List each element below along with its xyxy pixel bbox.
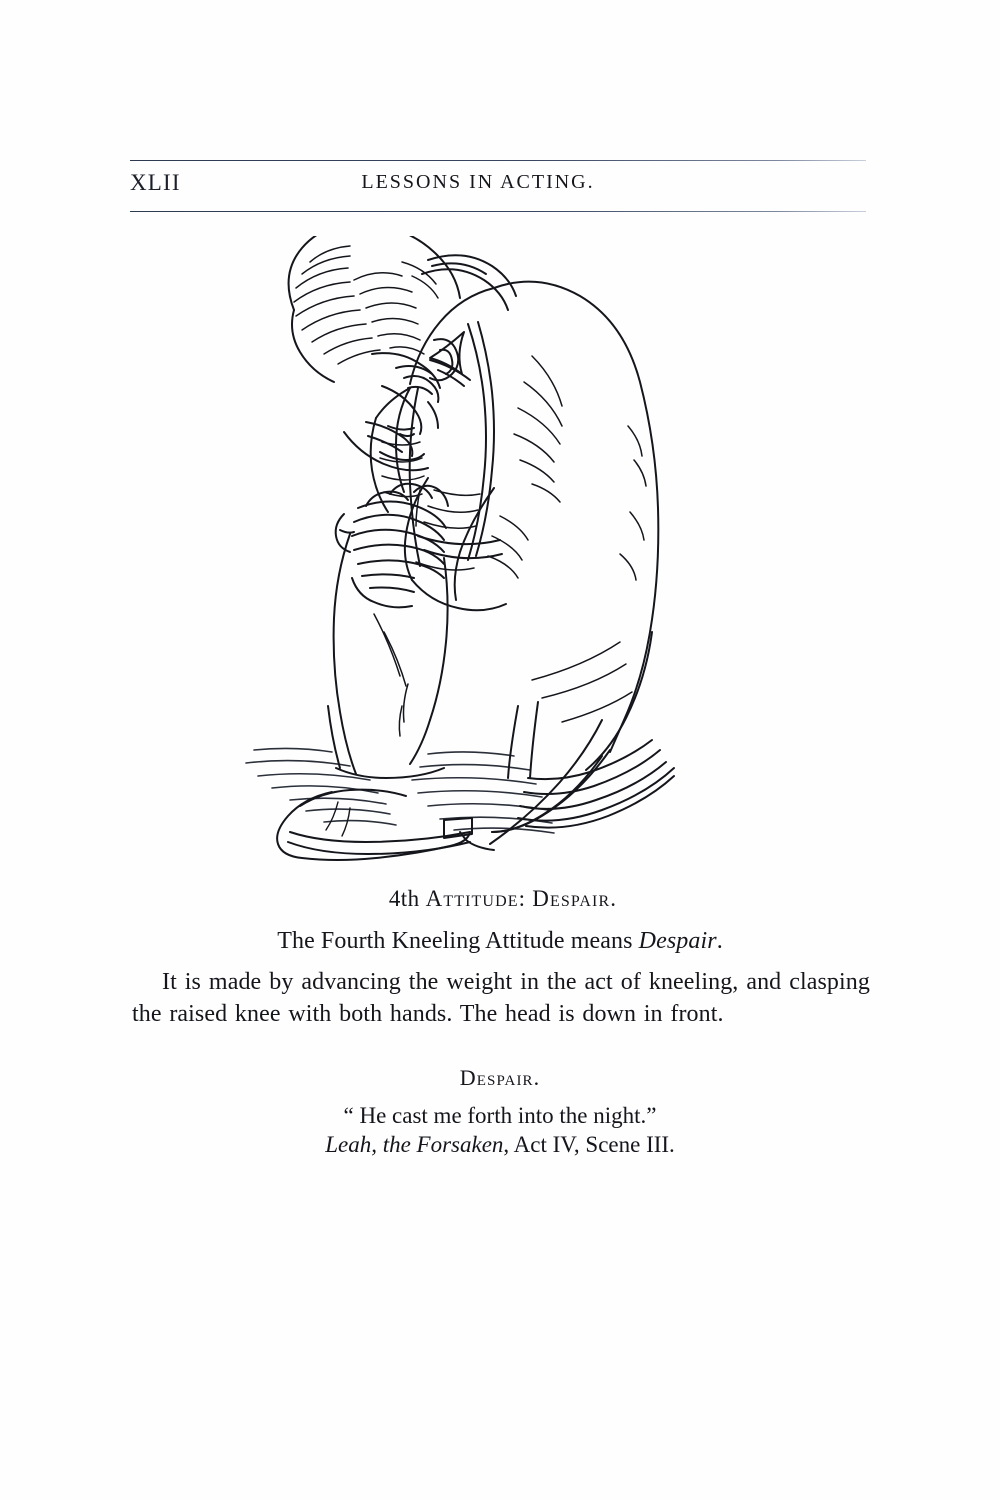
- header-rule-top: [130, 160, 866, 161]
- quotation-source-reference: , Act IV, Scene III.: [503, 1131, 675, 1157]
- lead-suffix: .: [716, 928, 723, 954]
- quotation-source: [130, 1132, 870, 1158]
- description-paragraph: It is made by advancing the weight in the act of kneeling, and clasping the raised knee with both hands. The head is down in front.: [132, 969, 870, 1027]
- header-row: [130, 168, 866, 204]
- caption-label: Attitude:: [425, 886, 527, 911]
- running-head-title: LESSONS IN ACTING.: [361, 171, 595, 193]
- text-block: [130, 886, 870, 1158]
- header-rule-bottom: [130, 211, 866, 212]
- lead-italic-term: Despair: [638, 928, 717, 954]
- illustration-plate: [232, 236, 772, 876]
- quotation-heading: Despair.: [459, 1064, 541, 1090]
- quotation-text: “ He cast me forth into the night.”: [343, 1102, 657, 1128]
- page-folio: XLII: [130, 170, 181, 195]
- quotation-source-title: Leah, the Forsaken: [325, 1131, 504, 1157]
- ground-hatching: [246, 748, 554, 833]
- lead-prefix: The Fourth Kneeling Attitude means: [277, 928, 639, 954]
- running-head: [130, 160, 866, 212]
- lead-sentence: [130, 928, 870, 955]
- caption-ordinal: 4th: [388, 886, 420, 911]
- caption-attitude: Despair.: [532, 886, 618, 911]
- figure-caption: [136, 886, 870, 912]
